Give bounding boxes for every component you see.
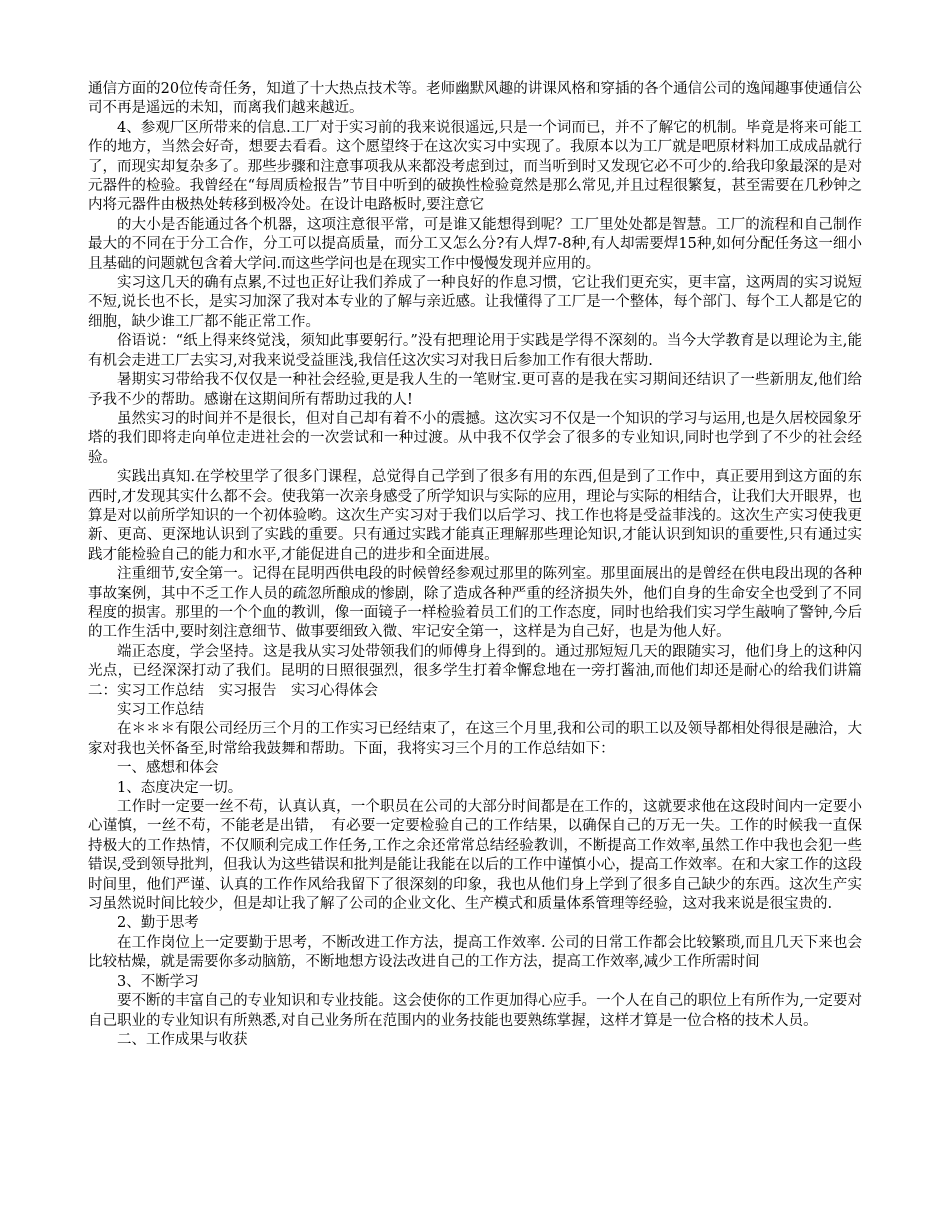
paragraph: 2、勤于思考 — [117, 915, 199, 932]
paragraph: 通信方面的20位传奇任务，知道了十大热点技术等。老师幽默风趣的讲课风格和穿插的各个通信公司的逸闻趣事使通信公司不再是遥远的未知，而离我们越来越近。 — [88, 81, 862, 117]
paragraph: 实践出真知.在学校里学了很多门课程，总觉得自己学到了很多有用的东西,但是到了工作中，真正要用到这方面的东西时,才发现其实什么都不会。使我第一次亲身感受了所学知识与实际的应用，理论与实际的相结合，让我们大开眼界，也算是对以前所学知识的一个初体验哟。这次生产实习对于我们以后学习、找工作也将是受益菲浅的。这次生产实习使我更新、更高、更深地认识到了实践的重要。只有通过实践才能真正理解那些理论知识,才能认识到知识的重要性,只有通过实践才能检验自己的能力和水平,才能促进自己的进步和全面进展。 — [88, 469, 862, 563]
paragraph: 要不断的丰富自己的专业知识和专业技能。这会使你的工作更加得心应手。一个人在自己的职位上有所作为,一定要对自己职业的专业知识有所熟悉,对自己业务所在范围内的业务技能也要熟练掌握，这样才算是一位合格的技术人员。 — [88, 993, 862, 1029]
paragraph: 一、感想和体会 — [117, 760, 219, 777]
paragraph: 实习工作总结 — [117, 702, 204, 718]
paragraph: 俗语说：“纸上得来终觉浅，须知此事要躬行。”没有把理论用于实践是学得不深刻的。当今大学教育是以理论为主,能有机会走进工厂去实习,对我来说受益匪浅,我信任这次实习对我日后参加工作有很大帮助. — [88, 333, 862, 369]
paragraph: 3、不断学习 — [117, 973, 199, 990]
paragraph: 注重细节,安全第一。记得在昆明西供电段的时候曾经参观过那里的陈列室。那里面展出的是曾经在供电段出现的各种事故案例，其中不乏工作人员的疏忽所酿成的惨剧，除了造成各种严重的经济损失外，他们自身的生命安全也受到了不同程度的损害。那里的一个个血的教训，像一面镜子一样检验着员工们的工作态度，同时也给我们实习学生敲响了警钟,今后的工作生活中,要时刻注意细节、做事要细致入微、牢记安全第一，这样是为自己好，也是为他人好。 — [88, 566, 862, 641]
paragraph: 工作时一定要一丝不苟，认真认真，一个职员在公司的大部分时间都是在工作的，这就要求他在这段时间内一定要小心谨慎，一丝不苟，不能老是出错， 有必要一定要检验自己的工作结果，以确保自己的万无一失。工作的时候我一直保持极大的工作热情，不仅顺利完成工作任务,工作之余还常常总结经验教训，不断提高工作效率,虽然工作中我也会犯一些错误,受到领导批判，但我认为这些错误和批判是能让我能在以后的工作中谨慎小心，提高工作效率。在和大家工作的这段时间里，他们严谨、认真的工作作风给我留下了很深刻的印象，我也从他们身上学到了很多自己缺少的东西。这次生产实习虽然说时间比较少，但是却让我了解了公司的企业文化、生产模式和质量体系管理等经验，这对我来说是很宝贵的. — [88, 799, 862, 913]
document-body — [88, 80, 862, 1050]
paragraph: 在工作岗位上一定要勤于思考，不断改进工作方法，提高工作效率. 公司的日常工作都会比较繁琐,而且几天下来也会比较枯燥，就是需要你多动脑筋，不断地想方设法改进自己的工作方法，提高工作效率,减少工作所需时间 — [88, 934, 862, 971]
paragraph: 实习这几天的确有点累,不过也正好让我们养成了一种良好的作息习惯，它让我们更充实，更丰富，这两周的实习说短不短,说长也不长，是实习加深了我对本专业的了解与亲近感。让我懂得了工厂是一个整体，每个部门、每个工人都是它的细胞，缺少谁工厂都不能正常工作。 — [88, 275, 862, 330]
paragraph: 暑期实习带给我不仅仅是一种社会经验,更是我人生的一笔财宝.更可喜的是我在实习期间还结识了一些新朋友,他们给予我不少的帮助。感谢在这期间所有帮助过我的人! — [88, 372, 862, 408]
paragraph: 二、工作成果与收获 — [117, 1031, 248, 1048]
paragraph: 的大小是否能通过各个机器，这项注意很平常，可是谁又能想得到呢？工厂里处处都是智慧。工厂的流程和自己制作最大的不同在于分工合作，分工可以提高质量，而分工又怎么分?有人焊7-8种,有人却需要焊15种,如何分配任务这一细小且基础的问题就包含着大学问.而这些学问也是在现实工作中慢慢发现并应用的。 — [88, 216, 862, 272]
paragraph: 端正态度，学会坚持。这是我从实习处带领我们的师傅身上得到的。通过那短短几天的跟随实习，他们身上的这种闪光点，已经深深打动了我们。昆明的日照很强烈，很多学生打着伞懈怠地在一旁打酱油,而他们却还是耐心的给我们讲篇二：实习工作总结 实习报告 实习心得体会 — [88, 643, 862, 699]
paragraph: 4、参观厂区所带来的信息.工厂对于实习前的我来说很遥远,只是一个词而已，并不了解它的机制。毕竟是将来可能工作的地方，当然会好奇，想要去看看。这个愿望终于在这次实习中实现了。我原本以为工厂就是吧原材料加工成成品就行了，而现实却复杂多了。那些步骤和注意事项我从来都没考虑到过，而当听到时又发现它必不可少的.给我印象最深的是对元器件的检验。我曾经在“每周质检报告”节目中听到的破换性检验竟然是那么常见,并且过程很繁复，甚至需要在几秒钟之内将元器件由极热处转移到极冷处。在设计电路板时,要注意它 — [88, 119, 862, 214]
paragraph: 1、态度决定一切。 — [117, 779, 243, 796]
paragraph: 虽然实习的时间并不是很长，但对自己却有着不小的震撼。这次实习不仅是一个知识的学习与运用,也是久居校园象牙塔的我们即将走向单位走进社会的一次尝试和一种过渡。从中我不仅学会了很多的专业知识,同时也学到了不少的社会经验。 — [88, 410, 862, 466]
paragraph: 在＊＊＊有限公司经历三个月的工作实习已经结束了，在这三个月里,我和公司的职工以及领导都相处得很是融洽，大家对我也关怀备至,时常给我鼓舞和帮助。下面，我将实习三个月的工作总结如下： — [88, 721, 862, 757]
